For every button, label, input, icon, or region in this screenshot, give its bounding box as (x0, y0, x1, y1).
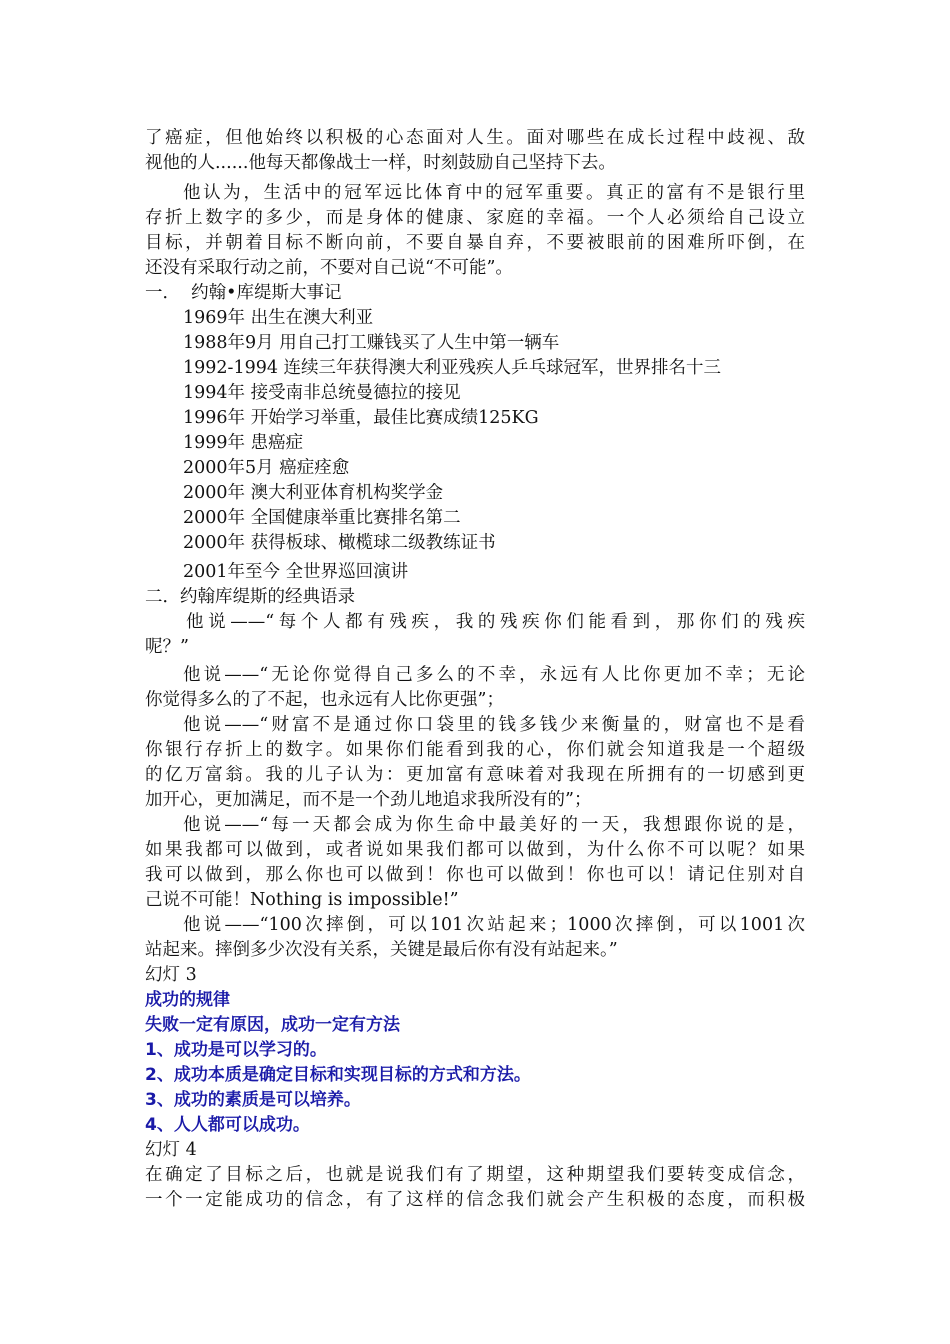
quote-5-line-2: 站起来。摔倒多少次没有关系，关键是最后你有没有站起来。” (145, 940, 618, 960)
event-item: 2000年 全国健康举重比赛排名第二 (183, 508, 461, 528)
event-item: 1992-1994 连续三年获得澳大利亚残疾人乒乓球冠军，世界排名十三 (183, 358, 722, 378)
quote-2-line-1: 他说——“无论你觉得自己多么的不幸，永远有人比你更加不幸；无论 (183, 665, 805, 685)
quote-2-line-2: 你觉得多么的了不起，也永远有人比你更强”； (145, 690, 504, 710)
event-item: 2001年至今 全世界巡回演讲 (183, 562, 409, 582)
paragraph-2-line-3: 目标，并朝着目标不断向前，不要自暴自弃，不要被眼前的困难所吓倒，在 (145, 233, 805, 253)
quote-1-line-2: 呢？” (145, 637, 189, 657)
slide-4-label: 幻灯 4 (145, 1140, 197, 1160)
quote-3-line-4: 加开心，更加满足，而不是一个劲儿地追求我所没有的”； (145, 790, 592, 810)
event-item: 2000年 获得板球、橄榄球二级教练证书 (183, 533, 496, 553)
slide-3-point: 4、人人都可以成功。 (145, 1115, 310, 1135)
quote-4-line-3: 我可以做到，那么你也可以做到！你也可以做到！你也可以！请记住别对自 (145, 865, 805, 885)
slide-3-point: 3、成功的素质是可以培养。 (145, 1090, 361, 1110)
paragraph-2-line-2: 存折上数字的多少，而是身体的健康、家庭的幸福。一个人必须给自己设立 (145, 208, 805, 228)
section-2-title: 二．约翰库缇斯的经典语录 (145, 587, 355, 607)
event-item: 1988年9月 用自己打工赚钱买了人生中第一辆车 (183, 333, 560, 353)
quote-5-line-1: 他说——“100次摔倒，可以101次站起来；1000次摔倒，可以1001次 (183, 915, 805, 935)
event-item: 1994年 接受南非总统曼德拉的接见 (183, 383, 461, 403)
intro-line-2: 视他的人......他每天都像战士一样，时刻鼓励自己坚持下去。 (145, 153, 616, 173)
slide-3-point: 1、成功是可以学习的。 (145, 1040, 327, 1060)
quote-3-line-1: 他说——“财富不是通过你口袋里的钱多钱少来衡量的，财富也不是看 (183, 715, 805, 735)
quote-3-line-3: 的亿万富翁。我的儿子认为：更加富有意味着对我现在所拥有的一切感到更 (145, 765, 805, 785)
quote-3-line-2: 你银行存折上的数字。如果你们能看到我的心，你们就会知道我是一个超级 (145, 740, 805, 760)
quote-4-line-1: 他说——“每一天都会成为你生命中最美好的一天，我想跟你说的是， (183, 815, 805, 835)
slide-3-label: 幻灯 3 (145, 965, 197, 985)
quote-4-line-2: 如果我都可以做到，或者说如果我们都可以做到，为什么你不可以呢？如果 (145, 840, 805, 860)
slide-3-heading-2: 失败一定有原因，成功一定有方法 (145, 1015, 400, 1035)
paragraph-2-line-1: 他认为，生活中的冠军远比体育中的冠军重要。真正的富有不是银行里 (183, 183, 805, 203)
event-item: 2000年 澳大利亚体育机构奖学金 (183, 483, 444, 503)
event-item: 2000年5月 癌症痊愈 (183, 458, 350, 478)
event-item: 1969年 出生在澳大利亚 (183, 308, 374, 328)
event-item: 1999年 患癌症 (183, 433, 304, 453)
slide-3-heading-1: 成功的规律 (145, 990, 230, 1010)
slide-4-line-1: 在确定了目标之后，也就是说我们有了期望，这种期望我们要转变成信念， (145, 1165, 805, 1185)
event-item: 1996年 开始学习举重，最佳比赛成绩125KG (183, 408, 539, 428)
paragraph-2-line-4: 还没有采取行动之前，不要对自己说“不可能”。 (145, 258, 513, 278)
section-1-title: 一． 约翰•库缇斯大事记 (145, 283, 342, 303)
quote-1-line-1: 他说——“每个人都有残疾，我的残疾你们能看到，那你们的残疾 (186, 612, 805, 632)
slide-4-line-2: 一个一定能成功的信念，有了这样的信念我们就会产生积极的态度，而积极 (145, 1190, 805, 1210)
slide-3-point: 2、成功本质是确定目标和实现目标的方式和方法。 (145, 1065, 531, 1085)
intro-line-1: 了癌症，但他始终以积极的心态面对人生。面对哪些在成长过程中歧视、敌 (145, 128, 805, 148)
quote-4-line-4: 己说不可能！Nothing is impossible!” (145, 890, 459, 910)
